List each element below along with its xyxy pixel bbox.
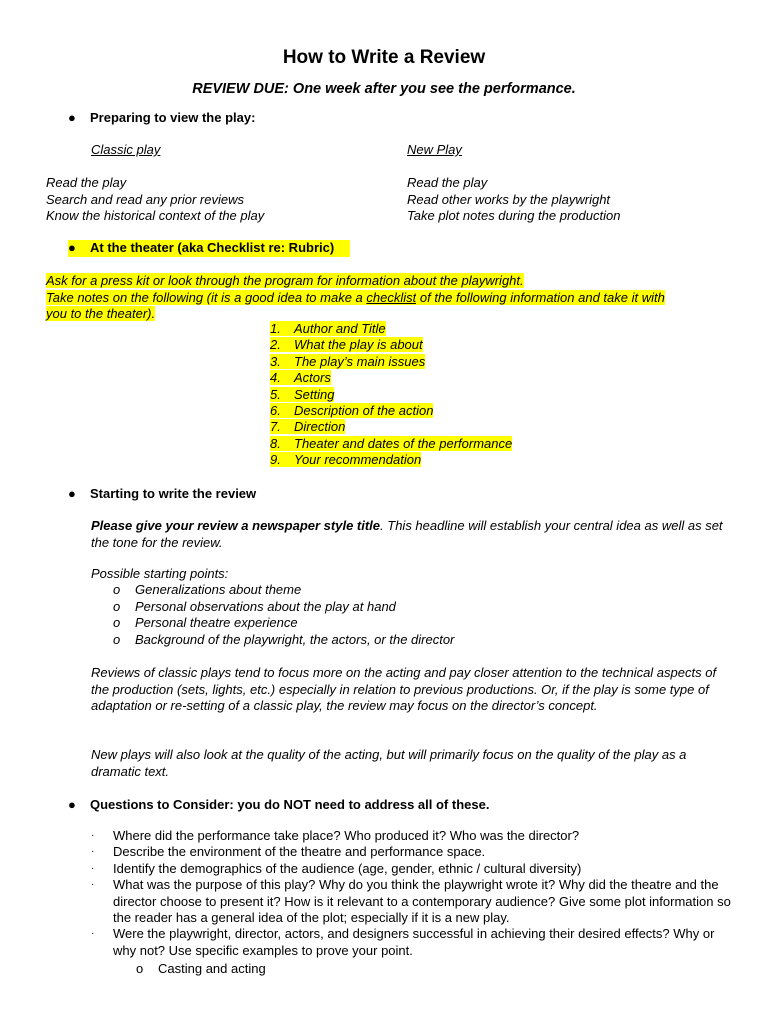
list-item: 6. Description of the action bbox=[270, 403, 434, 419]
checklist-numbered-list bbox=[270, 321, 512, 469]
list-item: 9. Your recommendation bbox=[270, 452, 422, 468]
title-paragraph: Please give your review a newspaper style title. This headline will establish your central idea as well as set the tone for the review. bbox=[91, 518, 723, 550]
theater-instructions: Ask for a press kit or look through the program for information about the playwright. Take notes on the following (it is a good idea to make a checklist of the following information and take it with you to the theater). bbox=[46, 273, 665, 321]
list-item: · Describe the environment of the theatre and performance space. bbox=[91, 844, 486, 860]
list-item: · Were the playwright, director, actors, and designers successful in achieving their desired effects? Why or why not? Use specific examples to prove your point. bbox=[91, 926, 715, 958]
list-item: o Generalizations about theme bbox=[113, 582, 302, 597]
list-item: o Background of the playwright, the actors, or the director bbox=[113, 631, 455, 647]
list-item: 7. Direction bbox=[270, 419, 346, 435]
list-item: Search and read any prior reviews bbox=[46, 191, 244, 207]
starting-points-list bbox=[113, 582, 454, 648]
list-item: Read other works by the playwright bbox=[407, 191, 611, 207]
list-item: 3. The play’s main issues bbox=[270, 353, 426, 369]
classic-play-label: Classic play bbox=[91, 142, 161, 157]
list-item: Read the play bbox=[46, 175, 127, 190]
questions-list bbox=[91, 828, 731, 959]
new-play-list bbox=[407, 175, 620, 225]
list-item: 1. Author and Title bbox=[270, 321, 386, 336]
document-page: How to Write a Review REVIEW DUE: One week after you see the performance. ● Preparing to view the play: Classic play New Play Read the play Search and read any prior reviews Know the historical context of the play Read the play Read other works by the playwright Take plot notes during the production ● At the theater (aka Checklist re: Rubric) Ask for a press kit or look through the program for information about the playwright. Take notes on the following (it is a good idea to make a checklist of the following information and take it with you to the theater). 1. Author and Title 2. What the play is about 3. The play’s main issues 4. Actors 5. Setting 6. Description of the action 7. Direction 8. Theater and dates of the performance 9. Your recommendation ● Starting to write the review Please give your review a newspaper style title. This headline will establish your central idea as well as set the tone for the review. Possible starting points: o Generalizations about theme o Personal observations about the play at hand o Personal theatre experience o Background of the playwright, the actors, or the director Reviews of classic plays tend to focus more on the acting and pay closer attention to the technical aspects of the production (sets, lights, etc.) especially in relation to previous productions. Or, if the play is some type of adaptation or re-setting of a classic play, the review may focus on the director’s concept. New plays will also look at the quality of the acting, but will primarily focus on the quality of the play as a dramatic text. ● Questions to Consider: you do NOT need to address all of these. · Where did the performance take place? Who produced it? Who was the director? · Describe the environment of the theatre and performance space. · Identify the demographics of the audience (age, gender, ethnic / cultural diversity) · What was the purpose of this play? Why do you think the playwright wrote it? Why did the theatre and the director choose to present it? How is it relevant to a contemporary audience? Give some plot information so the reader has a general idea of the plot; especially if it is a new play. · Were the playwright, director, actors, and designers successful in achieving their desired effects? Why or why not? Use specific examples to prove your point. o Casting and acting bbox=[0, 0, 768, 1024]
list-item: · What was the purpose of this play? Why do you think the playwright wrote it? Why did the theatre and the director choose to present it? How is it relevant to a contemporary audience? Give some plot information so the reader has a general idea of the plot; especially if it is a new play. bbox=[91, 877, 731, 926]
list-item: Take plot notes during the production bbox=[407, 208, 621, 223]
starting-points-label: Possible starting points: bbox=[91, 566, 229, 581]
list-item: 5. Setting bbox=[270, 386, 335, 402]
page-subtitle: REVIEW DUE: One week after you see the performance. bbox=[192, 81, 576, 97]
list-item: 4. Actors bbox=[270, 370, 331, 386]
bullet-icon: ● bbox=[68, 240, 76, 255]
page-title: How to Write a Review bbox=[282, 47, 486, 68]
instruction-line: Ask for a press kit or look through the program for information about the playwright. bbox=[46, 273, 524, 288]
bullet-icon: ● bbox=[68, 797, 76, 812]
list-item: Read the play bbox=[407, 175, 488, 190]
list-item: o Personal theatre experience bbox=[113, 615, 298, 630]
list-item: · Identify the demographics of the audience (age, gender, ethnic / cultural diversity) bbox=[91, 860, 582, 876]
classic-play-list bbox=[46, 175, 264, 225]
list-item: o Personal observations about the play at hand bbox=[113, 598, 396, 614]
section-heading-theater: ● At the theater (aka Checklist re: Rubric) bbox=[68, 240, 350, 257]
list-item: · Where did the performance take place? Who produced it? Who was the director? bbox=[91, 828, 580, 843]
list-item: 2. What the play is about bbox=[270, 337, 423, 353]
bullet-icon: ● bbox=[68, 486, 76, 501]
sub-list-item: o Casting and acting bbox=[136, 961, 266, 976]
new-play-label: New Play bbox=[407, 142, 462, 157]
new-plays-paragraph: New plays will also look at the quality of the acting, but will primarily focus on the quality of the play as a dramatic text. bbox=[91, 747, 687, 779]
list-item: 8. Theater and dates of the performance bbox=[270, 435, 513, 451]
classic-reviews-paragraph: Reviews of classic plays tend to focus more on the acting and pay closer attention to the technical aspects of the production (sets, lights, etc.) especially in relation to previous productions. Or, if the play is some type of adaptation or re-setting of a classic play, the review may focus on the director’s concept. bbox=[91, 665, 717, 713]
bullet-icon: ● bbox=[68, 110, 76, 125]
checklist-term: checklist bbox=[366, 289, 417, 305]
list-item: Know the historical context of the play bbox=[46, 208, 265, 223]
